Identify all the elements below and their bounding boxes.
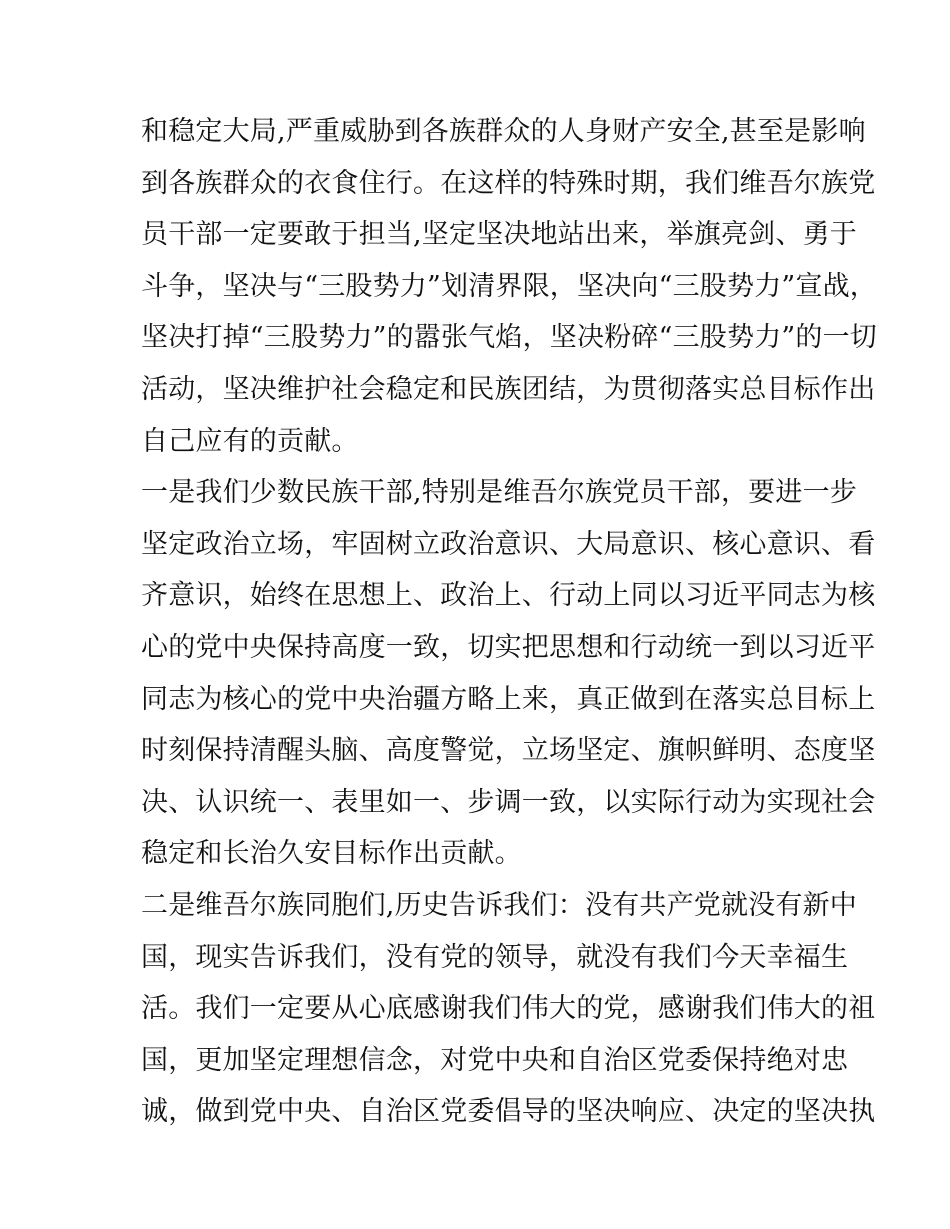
text-line: 自己应有的贡献。	[141, 425, 359, 457]
text-line: 员干部一定要敢于担当,坚定坚决地站出来，举旗亮剑、勇于	[141, 219, 857, 251]
text-line: 决、认识统一、表里如一、步调一致，以实际行动为实现社会	[141, 786, 876, 818]
body-text	[141, 106, 878, 1138]
text-line: 坚定政治立场，牢固树立政治意识、大局意识、核心意识、看	[141, 528, 876, 560]
text-line: 斗争，坚决与“三股势力”划清界限，坚决向“三股势力”宣战，	[141, 270, 878, 302]
text-line: 和稳定大局,严重威胁到各族群众的人身财产安全,甚至是影响	[141, 116, 866, 147]
text-line: 活。我们一定要从心底感谢我们伟大的党，感谢我们伟大的祖	[141, 993, 876, 1025]
text-line: 时刻保持清醒头脑、高度警觉，立场坚定、旗帜鲜明、态度坚	[141, 735, 876, 767]
text-line: 国，现实告诉我们，没有党的领导，就没有我们今天幸福生	[141, 941, 849, 973]
text-line: 坚决打掉“三股势力”的嚣张气焰，坚决粉碎“三股势力”的一切	[141, 322, 878, 354]
text-line: 一是我们少数民族干部,特别是维吾尔族党员干部，要进一步	[141, 477, 857, 509]
text-line: 诚，做到党中央、自治区党委倡导的坚决响应、决定的坚决执	[141, 1096, 876, 1128]
text-line: 心的党中央保持高度一致，切实把思想和行动统一到以习近平	[141, 631, 876, 663]
text-line: 到各族群众的衣食住行。在这样的特殊时期，我们维吾尔族党	[141, 167, 876, 199]
text-line: 活动，坚决维护社会稳定和民族团结，为贯彻落实总目标作出	[141, 373, 876, 405]
text-line: 同志为核心的党中央治疆方略上来，真正做到在落实总目标上	[141, 683, 876, 715]
text-line: 国，更加坚定理想信念，对党中央和自治区党委保持绝对忠	[141, 1044, 849, 1076]
text-line: 齐意识，始终在思想上、政治上、行动上同以习近平同志为核	[141, 580, 876, 612]
text-line: 二是维吾尔族同胞们,历史告诉我们：没有共产党就没有新中	[141, 889, 857, 921]
text-line: 稳定和长治久安目标作出贡献。	[141, 838, 522, 870]
